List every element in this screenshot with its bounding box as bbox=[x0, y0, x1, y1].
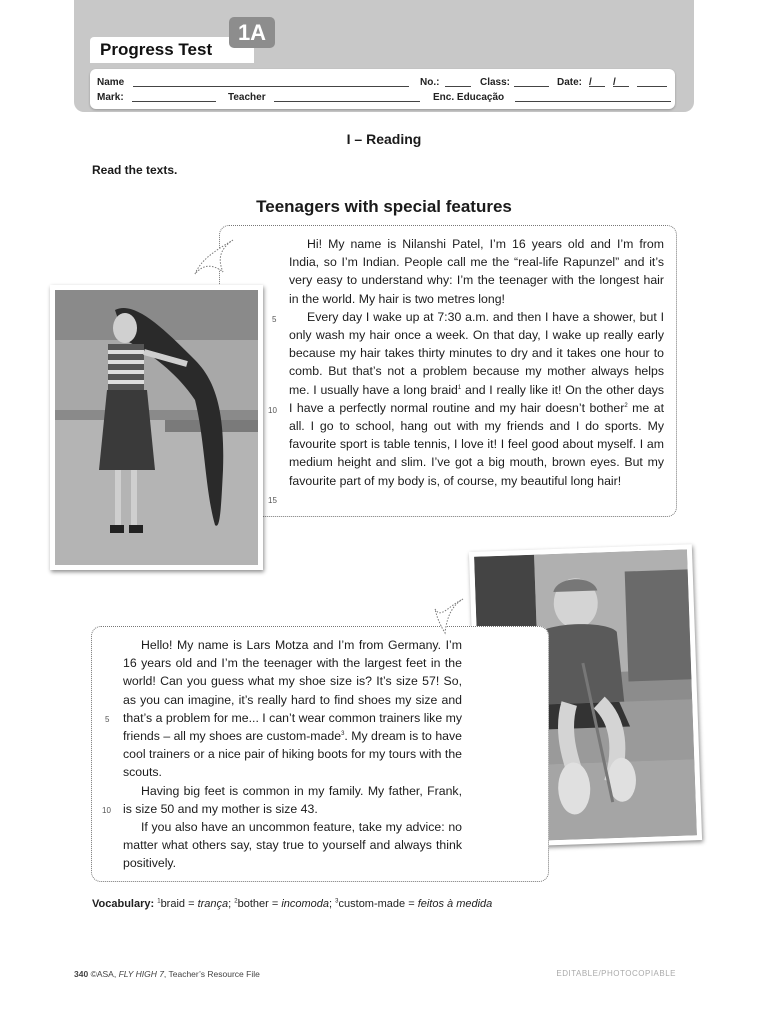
footnote-mark: 1 bbox=[457, 384, 462, 391]
number-label: No.: bbox=[420, 77, 440, 88]
page-number: 340 bbox=[74, 969, 89, 979]
text-span: Hello! My name is Lars Motza and I’m from Germany. I’m 16 years old and I’m the teenager with the largest feet in the world! Can you guess what my shoe size is? It’s size 57! So, as you can imagine, it’s really hard to find shoes my size and that’s a problem for me... I can’t wear common trainers like my friends – all my shoes are custom-made bbox=[123, 638, 462, 744]
line-number: 5 bbox=[272, 315, 277, 324]
photo-nilanshi bbox=[50, 285, 263, 570]
text-nilanshi bbox=[289, 235, 664, 490]
bubble-tail-1 bbox=[193, 238, 237, 280]
text-span: Every day I wake up at 7:30 a.m. and then I have a shower, but I only wash my hair once a week. On that day, I wake up really early because my hair takes thirty minutes to dry and it takes one hour to comb. But that’s not a problem because my mother always helps me. I usually have a long braid bbox=[289, 309, 664, 397]
section-title: I – Reading bbox=[346, 131, 422, 147]
footer-editable: EDITABLE/PHOTOCOPIABLE bbox=[556, 969, 676, 978]
publisher: ©ASA, bbox=[90, 969, 119, 979]
name-label: Name bbox=[97, 77, 125, 88]
class-label: Class: bbox=[480, 77, 511, 88]
date-month-field[interactable]: / bbox=[613, 77, 616, 88]
text-span: . My dream is to have cool trainers or a nice pair of hiking boots for my tours with the scouts. bbox=[123, 729, 462, 780]
vocab-word: braid = bbox=[160, 898, 198, 910]
mark-label: Mark: bbox=[97, 92, 124, 103]
vocab-word: bother = bbox=[237, 898, 282, 910]
footnote-mark: 2 bbox=[624, 402, 628, 409]
vocabulary bbox=[92, 898, 492, 910]
line-number: 15 bbox=[268, 496, 277, 505]
line-number: 10 bbox=[102, 806, 111, 815]
vocab-sep: ; bbox=[329, 898, 333, 910]
footer-credit bbox=[74, 969, 260, 979]
article-title: Teenagers with special features bbox=[256, 197, 512, 216]
vocab-num: 1 bbox=[157, 898, 161, 905]
paragraph: If you also have an uncommon feature, take my advice: no matter what others say, stay true to yourself and always think positively. bbox=[123, 820, 462, 871]
student-info-form bbox=[90, 69, 675, 109]
footnote-mark: 3 bbox=[341, 730, 345, 737]
vocab-num: 2 bbox=[234, 898, 238, 905]
line-number: 5 bbox=[105, 715, 110, 724]
paragraph bbox=[289, 308, 664, 490]
long-hair-girl-image bbox=[55, 290, 258, 565]
book-title: FLY HIGH 7 bbox=[118, 969, 164, 979]
vocab-sep: ; bbox=[228, 898, 232, 910]
instruction: Read the texts. bbox=[92, 163, 178, 177]
paragraph bbox=[123, 636, 462, 782]
test-title: Progress Test bbox=[100, 40, 213, 59]
text-span: and I really like it! On the other days I have a perfectly normal routine and my hair doesn’t bother bbox=[289, 382, 664, 415]
paragraph: Having big feet is common in my family. My father, Frank, is size 50 and my mother is size 43. bbox=[123, 783, 462, 816]
teacher-label: Teacher bbox=[228, 92, 266, 103]
vocab-word: custom-made = bbox=[338, 898, 418, 910]
footer-rest: , Teacher’s Resource File bbox=[163, 969, 260, 979]
test-badge: 1A bbox=[229, 17, 275, 48]
bubble-tail-2 bbox=[433, 597, 473, 637]
line-number: 10 bbox=[268, 406, 277, 415]
enc-educacao-label: Enc. Educação bbox=[433, 92, 505, 103]
text-span: me at all. I go to school, hang out with my friends and I do sports. My favourite sport is table tennis, I love it! I feel good about myself. I am medium height and slim. I’ve got a big mouth, brown eyes. But my favourite part of my body is, of course, my beautiful long hair! bbox=[289, 400, 664, 488]
text-lars bbox=[123, 636, 462, 873]
date-label: Date: bbox=[557, 77, 583, 88]
vocab-translation: feitos à medida bbox=[417, 898, 493, 910]
vocab-num: 3 bbox=[335, 898, 339, 905]
vocab-translation: trança bbox=[197, 898, 229, 910]
paragraph: Hi! My name is Nilanshi Patel, I’m 16 years old and I’m from India, so I’m Indian. People call me the “real-life Rapunzel” and it’s very easy to understand why: I’m the teenager with the longest hair in the world. My hair is two metres long! bbox=[289, 237, 664, 306]
vocabulary-label: Vocabulary: bbox=[92, 898, 155, 910]
vocab-translation: incomoda bbox=[281, 898, 330, 910]
date-day-field[interactable]: / bbox=[589, 77, 592, 88]
